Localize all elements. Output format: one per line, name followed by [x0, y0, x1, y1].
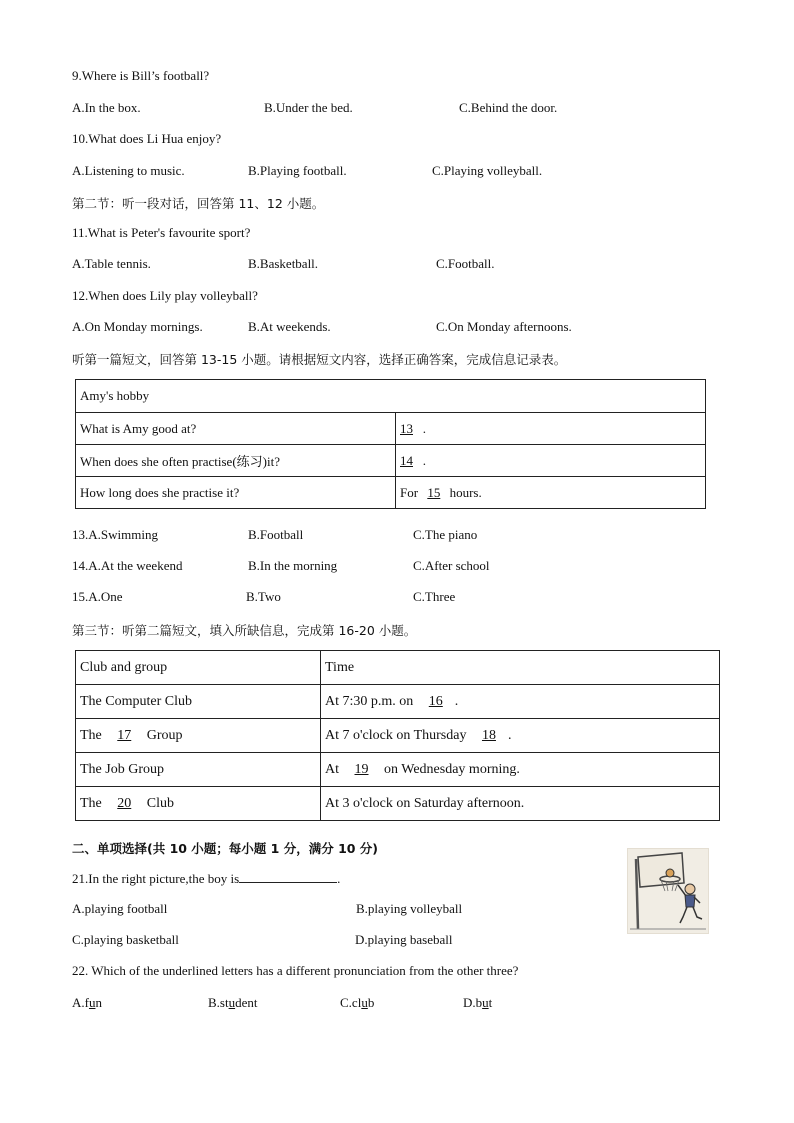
table-row — [76, 477, 706, 509]
q9-option-c: C.Behind the door. — [459, 100, 558, 115]
table1-row1-question: What is Amy good at? — [76, 413, 396, 445]
q22-option-d: D.but — [463, 995, 493, 1010]
q12-option-a: A.On Monday mornings. — [72, 319, 203, 334]
q21-option-d: D.playing baseball — [355, 932, 453, 947]
table1-row1-answer: 13 . — [396, 413, 706, 445]
q22-option-b: B.student — [208, 995, 258, 1010]
table-row — [76, 719, 720, 753]
blank-20[interactable]: 20 — [117, 795, 132, 811]
q11-question: 11.What is Peter's favourite sport? — [72, 225, 251, 240]
blank-13[interactable]: 13 — [400, 420, 413, 436]
table-row — [76, 753, 720, 787]
q9-question: 9.Where is Bill’s football? — [72, 68, 210, 83]
q12-question: 12.When does Lily play volleyball? — [72, 288, 258, 303]
table1-header: Amy's hobby — [76, 380, 706, 413]
table-row — [76, 445, 706, 477]
q14-option-b: B.In the morning — [248, 558, 338, 573]
table2-row2-club: The 17 Group — [76, 719, 321, 753]
section2-heading: 第二节：听一段对话，回答第 11、12 小题。 — [72, 196, 325, 211]
table2-col2-header: Time — [321, 651, 720, 685]
q14-option-c: C.After school — [413, 558, 490, 573]
table-row — [76, 787, 720, 821]
q22-option-c: C.club — [340, 995, 375, 1010]
part2-heading: 二、单项选择(共 10 小题；每小题 1 分，满分 10 分) — [72, 841, 379, 856]
q9-option-b: B.Under the bed. — [264, 100, 353, 115]
q21-option-a: A.playing football — [72, 901, 168, 916]
blank-15[interactable]: 15 — [427, 484, 441, 500]
table1-row3-question: How long does she practise it? — [76, 477, 396, 509]
q13-option-b: B.Football — [248, 527, 304, 542]
q11-option-a: A.Table tennis. — [72, 256, 151, 271]
q22-question: 22. Which of the underlined letters has a different pronunciation from the other three? — [72, 963, 519, 978]
blank-16[interactable]: 16 — [428, 693, 443, 709]
q10-option-b: B.Playing football. — [248, 163, 347, 178]
q13-option-c: C.The piano — [413, 527, 478, 542]
table1-row2-question: When does she often practise(练习)it? — [76, 445, 396, 477]
q12-option-c: C.On Monday afternoons. — [436, 319, 572, 334]
blank-19[interactable]: 19 — [354, 761, 369, 777]
table2-row4-club: The 20 Club — [76, 787, 321, 821]
passage1-instruction: 听第一篇短文，回答第 13-15 小题。请根据短文内容，选择正确答案，完成信息记录表。 — [72, 352, 567, 367]
table1-row2-answer: 14 . — [396, 445, 706, 477]
q21-question: 21.In the right picture,the boy is . — [72, 871, 341, 886]
q10-option-c: C.Playing volleyball. — [432, 163, 543, 178]
q12-option-b: B.At weekends. — [248, 319, 331, 334]
table2-row4-time: At 3 o'clock on Saturday afternoon. — [321, 787, 720, 821]
boy-basketball-picture — [627, 848, 709, 934]
blank-14[interactable]: 14 — [400, 452, 413, 468]
table-row — [76, 685, 720, 719]
table2-row3-time: At 19 on Wednesday morning. — [321, 753, 720, 787]
table2-row1-club: The Computer Club — [76, 685, 321, 719]
q13-option-a: 13.A.Swimming — [72, 527, 158, 542]
q11-option-c: C.Football. — [436, 256, 495, 271]
q10-question: 10.What does Li Hua enjoy? — [72, 131, 222, 146]
club-schedule-table — [75, 650, 720, 821]
blank-18[interactable]: 18 — [481, 727, 496, 743]
table1-row3-answer: For 15 hours. — [396, 477, 706, 509]
q22-option-a: A.fun — [72, 995, 102, 1010]
q14-option-a: 14.A.At the weekend — [72, 558, 183, 573]
q10-option-a: A.Listening to music. — [72, 163, 185, 178]
q15-option-b: B.Two — [246, 589, 281, 604]
table2-col1-header: Club and group — [76, 651, 321, 685]
basketball-illustration — [628, 849, 708, 933]
q9-option-a: A.In the box. — [72, 100, 141, 115]
blank-17[interactable]: 17 — [117, 727, 132, 743]
section3-heading: 第三节：听第二篇短文，填入所缺信息，完成第 16-20 小题。 — [72, 623, 417, 638]
q11-option-b: B.Basketball. — [248, 256, 319, 271]
q15-option-a: 15.A.One — [72, 589, 123, 604]
q15-option-c: C.Three — [413, 589, 456, 604]
table2-row3-club: The Job Group — [76, 753, 321, 787]
amy-hobby-table — [75, 379, 706, 509]
q21-answer-blank[interactable] — [239, 870, 337, 883]
table-row — [76, 413, 706, 445]
q21-option-c: C.playing basketball — [72, 932, 179, 947]
table2-row2-time: At 7 o'clock on Thursday 18 . — [321, 719, 720, 753]
table2-row1-time: At 7:30 p.m. on 16 . — [321, 685, 720, 719]
q21-option-b: B.playing volleyball — [356, 901, 463, 916]
